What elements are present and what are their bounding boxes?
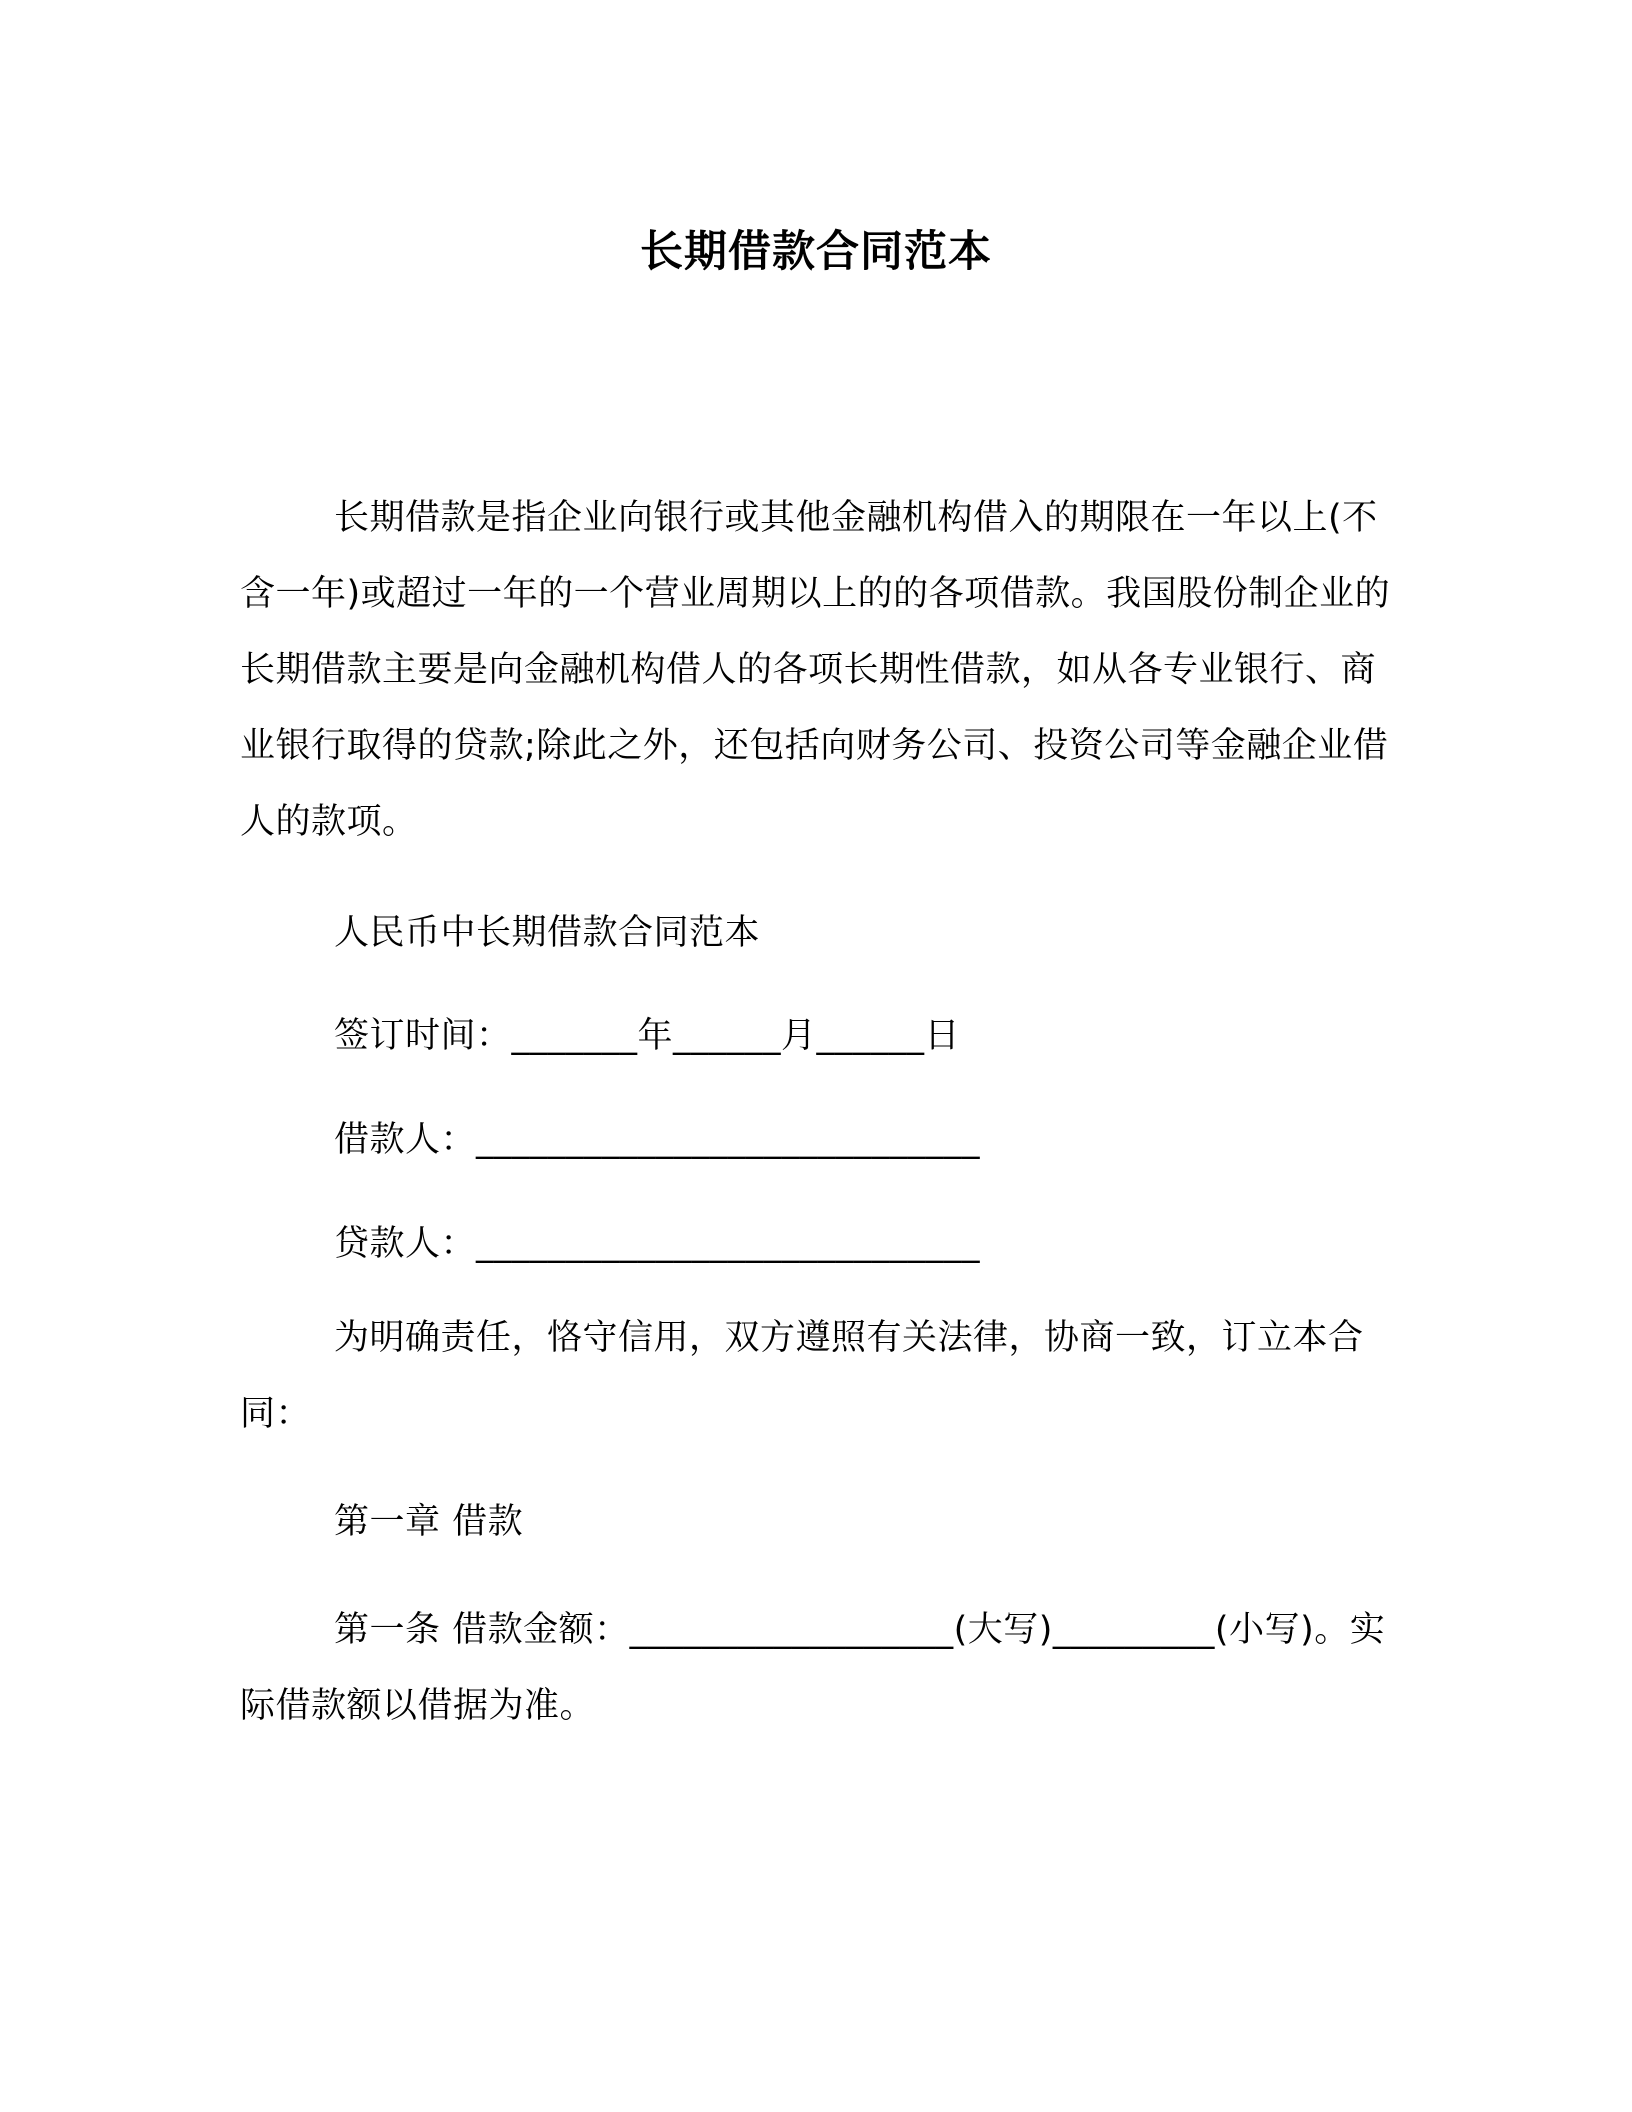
borrower-line: 借款人：____________________________	[334, 1120, 981, 1160]
chapter-heading: 第一章 借款	[334, 1502, 524, 1542]
document-title: 长期借款合同范本	[640, 227, 992, 277]
lender-line: 贷款人：____________________________	[334, 1224, 981, 1264]
contract-subtitle: 人民币中长期借款合同范本	[334, 913, 761, 953]
article-1-paragraph: 第一条 借款金额：__________________(大写)_________(小写)。实际借款额以借据为准。	[240, 1610, 1386, 1726]
sign-date-line: 签订时间：_______年______月______日	[334, 1016, 961, 1056]
preamble-paragraph: 为明确责任，恪守信用，双方遵照有关法律，协商一致，订立本合同：	[240, 1318, 1364, 1434]
intro-paragraph: 长期借款是指企业向银行或其他金融机构借入的期限在一年以上(不含一年)或超过一年的一个营业周期以上的的各项借款。我国股份制企业的长期借款主要是向金融机构借人的各项长期性借款，如从各专业银行、商业银行取得的贷款;除此之外，还包括向财务公司、投资公司等金融企业借人的款项。	[240, 498, 1391, 842]
